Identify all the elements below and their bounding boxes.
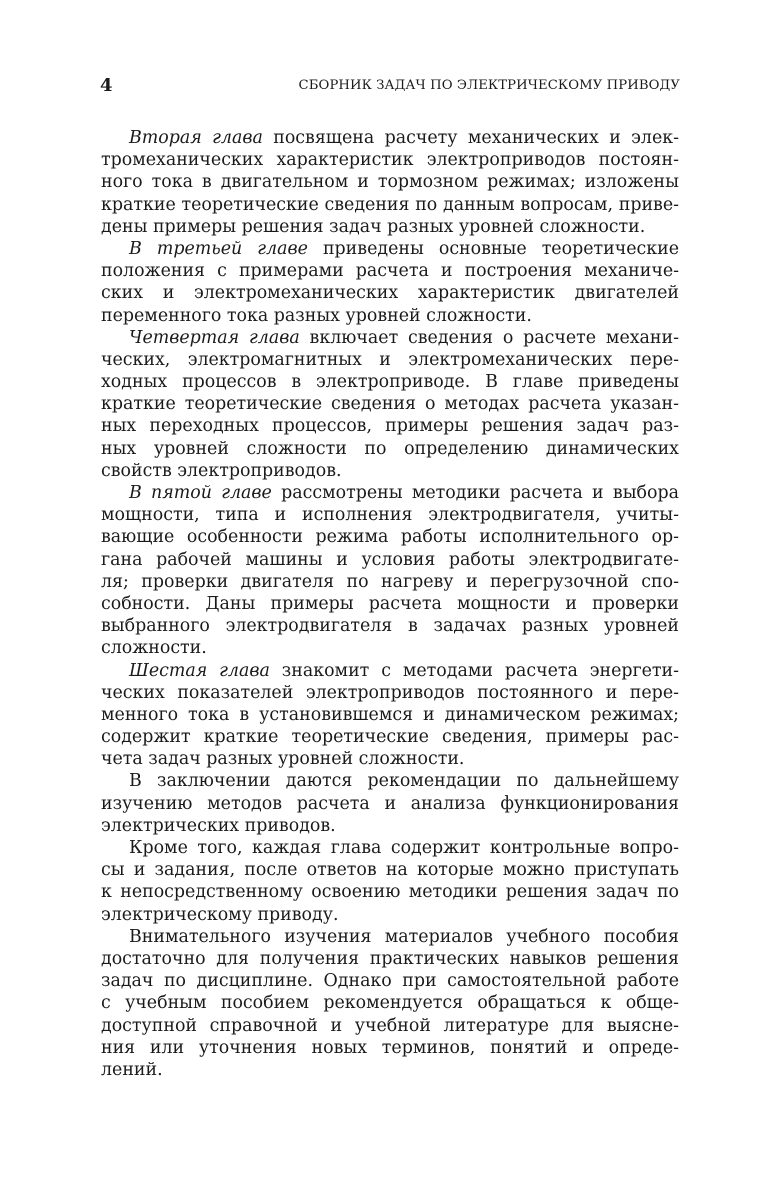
- text-line: [101, 349, 679, 371]
- line-text: собности. Даны примеры расчета мощности и проверки: [101, 593, 679, 614]
- paragraph: [101, 660, 679, 771]
- text-line: [101, 615, 679, 637]
- paragraph: [101, 837, 679, 926]
- paragraph: [101, 238, 679, 327]
- text-line: [101, 194, 679, 216]
- text-line: [101, 393, 679, 415]
- line-text: ния или уточнения новых терминов, понятий и опреде-: [101, 1037, 679, 1058]
- line-text: ческих показателей электроприводов постоянного и пере-: [101, 682, 679, 703]
- text-line: [101, 282, 679, 304]
- text-line: [101, 726, 679, 748]
- text-line: [101, 305, 679, 327]
- line-text: ческих, электромагнитных и электромеханических пере-: [101, 349, 679, 370]
- text-line: [101, 660, 679, 682]
- chapter-lead-italic: В третьей главе: [129, 238, 308, 259]
- line-text: краткие теоретические сведения по данным вопросам, приве-: [101, 194, 679, 215]
- text-line: [101, 371, 679, 393]
- text-line: [101, 682, 679, 704]
- running-title: СБОРНИК ЗАДАЧ ПО ЭЛЕКТРИЧЕСКОМУ ПРИВОДУ: [298, 78, 680, 93]
- text-line: [101, 859, 679, 881]
- line-text: положения с примерами расчета и построения механиче-: [101, 261, 679, 282]
- line-text: достаточно для получения практических навыков решения: [101, 948, 679, 969]
- text-line: [101, 238, 679, 260]
- text-line: [101, 1015, 679, 1037]
- text-line: [101, 992, 679, 1014]
- line-text: свойств электроприводов.: [101, 460, 342, 481]
- line-text: В заключении даются рекомендации по дальнейшему: [129, 771, 679, 792]
- line-text: рассмотрены методики расчета и выбора: [271, 483, 679, 503]
- body-text: [101, 127, 679, 1081]
- line-text: доступной справочной и учебной литературе для выясне-: [101, 1015, 679, 1036]
- text-line: [101, 948, 679, 970]
- text-line: [101, 127, 679, 149]
- line-text: включает сведения о расчете механи-: [299, 327, 679, 348]
- paragraph: [101, 482, 679, 660]
- line-text: переменного тока разных уровней сложности.: [101, 305, 532, 326]
- text-line: [101, 504, 679, 526]
- line-text: гана рабочей машины и условия работы электродвигате-: [101, 549, 679, 570]
- line-text: выбранного электродвигателя в задачах разных уровней: [101, 616, 679, 637]
- line-text: вающие особенности режима работы исполнительного ор-: [101, 527, 679, 548]
- line-text: ных уровней сложности по определению динамических: [101, 438, 679, 459]
- text-line: [101, 637, 679, 659]
- line-text: сы и задания, после ответов на которые можно приступать: [101, 860, 679, 881]
- page-number: 4: [100, 75, 113, 96]
- line-text: ля; проверки двигателя по нагреву и перегрузочной спо-: [101, 571, 679, 592]
- line-text: лений.: [101, 1059, 163, 1080]
- line-text: чета задач разных уровней сложности.: [101, 749, 465, 770]
- text-line: [101, 815, 679, 837]
- line-text: мощности, типа и исполнения электродвигателя, учиты-: [101, 505, 679, 526]
- text-line: [101, 149, 679, 171]
- line-text: приведены основные теоретические: [307, 238, 679, 259]
- text-line: [101, 460, 679, 482]
- text-line: [101, 837, 679, 859]
- line-text: ного тока в двигательном и тормозном режимах; изложены: [101, 172, 679, 193]
- text-line: [101, 260, 679, 282]
- line-text: содержит краткие теоретические сведения, примеры рас-: [101, 727, 679, 748]
- text-line: [101, 770, 679, 792]
- line-text: знакомит с методами расчета энергети-: [269, 660, 679, 681]
- line-text: к непосредственному освоению методики решения задач по: [101, 882, 679, 903]
- paragraph: [101, 127, 679, 238]
- text-line: [101, 926, 679, 948]
- line-text: посвящена расчету механических и элек-: [262, 128, 679, 148]
- chapter-lead-italic: Четвертая глава: [129, 327, 300, 348]
- chapter-lead-italic: Вторая глава: [129, 128, 263, 148]
- paragraph: [101, 770, 679, 837]
- line-text: ных переходных процессов, примеры решения задач раз-: [101, 416, 679, 437]
- line-text: краткие теоретические сведения о методах расчета указан-: [101, 394, 679, 415]
- text-line: [101, 748, 679, 770]
- text-line: [101, 526, 679, 548]
- line-text: сложности.: [101, 638, 207, 659]
- text-line: [101, 1037, 679, 1059]
- text-line: [101, 881, 679, 903]
- text-line: [101, 1059, 679, 1081]
- paragraph: [101, 327, 679, 482]
- text-line: [101, 704, 679, 726]
- line-text: задач по дисциплине. Однако при самостоятельной работе: [101, 971, 679, 992]
- page-header: [100, 74, 680, 98]
- text-line: [101, 327, 679, 349]
- chapter-lead-italic: В пятой главе: [129, 483, 272, 503]
- text-line: [101, 970, 679, 992]
- paragraph: [101, 926, 679, 1081]
- text-line: [101, 793, 679, 815]
- line-text: Кроме того, каждая глава содержит контрольные вопро-: [129, 838, 679, 858]
- chapter-lead-italic: Шестая глава: [129, 660, 270, 681]
- line-text: Внимательного изучения материалов учебного пособия: [129, 926, 679, 947]
- line-text: менного тока в установившемся и динамическом режимах;: [101, 704, 679, 725]
- text-line: [101, 216, 679, 238]
- line-text: электрических приводов.: [101, 815, 336, 836]
- text-line: [101, 904, 679, 926]
- text-line: [101, 482, 679, 504]
- line-text: с учебным пособием рекомендуется обращаться к обще-: [101, 993, 679, 1014]
- line-text: ходных процессов в электроприводе. В главе приведены: [101, 372, 679, 393]
- text-line: [101, 593, 679, 615]
- line-text: тромеханических характеристик электроприводов постоян-: [101, 150, 679, 171]
- text-line: [101, 415, 679, 437]
- line-text: электрическому приводу.: [101, 904, 339, 925]
- line-text: дены примеры решения задач разных уровней сложности.: [101, 216, 646, 237]
- line-text: изучению методов расчета и анализа функционирования: [101, 793, 679, 814]
- text-line: [101, 171, 679, 193]
- text-line: [101, 549, 679, 571]
- text-line: [101, 571, 679, 593]
- text-line: [101, 438, 679, 460]
- line-text: ских и электромеханических характеристик двигателей: [101, 283, 679, 304]
